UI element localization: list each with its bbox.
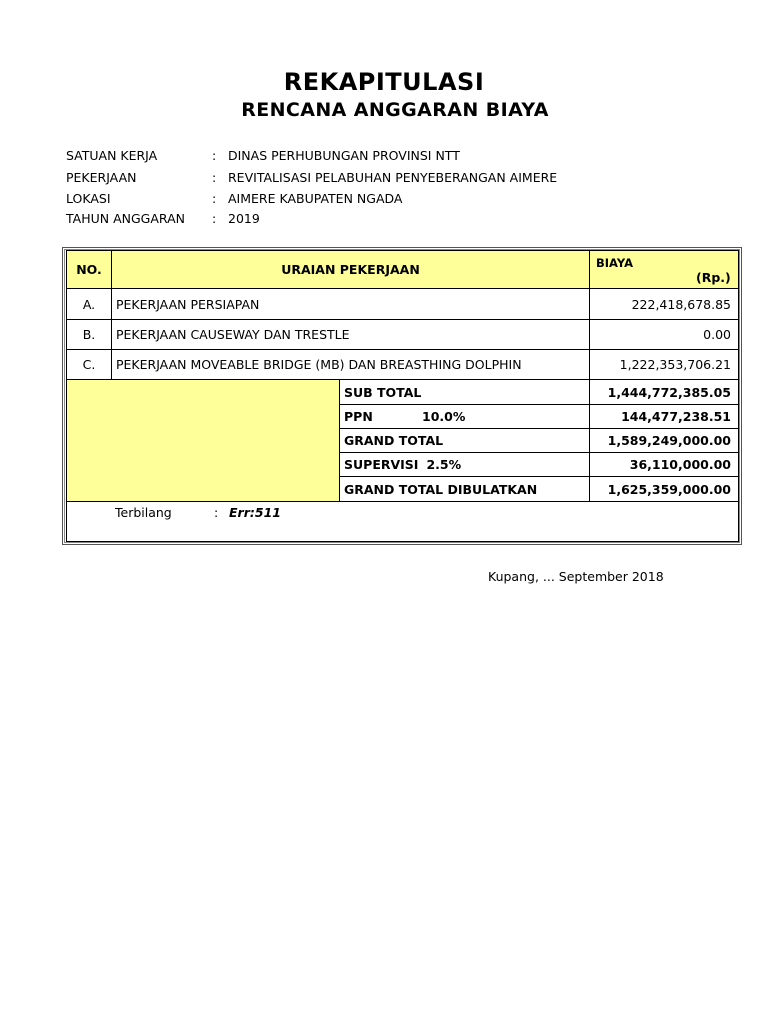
- info-colon: :: [212, 170, 217, 185]
- row-b-uraian: PEKERJAAN CAUSEWAY DAN TRESTLE: [111, 319, 590, 350]
- grand-total-label: GRAND TOTAL: [339, 428, 590, 453]
- grand-total-value: 1,589,249,000.00: [589, 428, 739, 453]
- page-title: REKAPITULASI: [283, 68, 485, 96]
- row-a-biaya: 222,418,678.85: [589, 288, 739, 320]
- supervisi-value: 36,110,000.00: [589, 452, 739, 477]
- info-value: DINAS PERHUBUNGAN PROVINSI NTT: [228, 148, 460, 163]
- header-biaya: [589, 250, 739, 289]
- row-c-uraian: PEKERJAAN MOVEABLE BRIDGE (MB) DAN BREASTHING DOLPHIN: [111, 349, 590, 380]
- info-label: SATUAN KERJA: [66, 148, 158, 163]
- supervisi-label-cell: [339, 452, 590, 477]
- place-date: Kupang, ... September 2018: [488, 569, 664, 584]
- ppn-rate: 10.0%: [422, 409, 466, 424]
- info-label: PEKERJAAN: [66, 170, 137, 185]
- terbilang-row: [66, 501, 739, 542]
- header-no: NO.: [66, 250, 112, 289]
- row-b-biaya: 0.00: [589, 319, 739, 350]
- ppn-label-cell: [339, 404, 590, 429]
- info-colon: :: [212, 148, 217, 163]
- info-label: TAHUN ANGGARAN: [66, 211, 185, 226]
- dibulatkan-label: GRAND TOTAL DIBULATKAN: [339, 476, 590, 502]
- terbilang-colon: :: [214, 505, 219, 520]
- terbilang-label: Terbilang: [115, 505, 172, 520]
- ppn-label: PPN: [344, 409, 373, 424]
- info-value: 2019: [228, 211, 260, 226]
- info-value: REVITALISASI PELABUHAN PENYEBERANGAN AIMERE: [228, 170, 558, 185]
- dibulatkan-value: 1,625,359,000.00: [589, 476, 739, 502]
- row-a-no: A.: [66, 288, 112, 320]
- page-subtitle: RENCANA ANGGARAN BIAYA: [241, 99, 549, 121]
- sub-total-value: 1,444,772,385.05: [589, 379, 739, 405]
- info-label: LOKASI: [66, 191, 111, 206]
- ppn-value: 144,477,238.51: [589, 404, 739, 429]
- row-b-no: B.: [66, 319, 112, 350]
- summary-blank-block: [66, 379, 340, 502]
- row-c-biaya: 1,222,353,706.21: [589, 349, 739, 380]
- info-colon: :: [212, 211, 217, 226]
- terbilang-value: Err:511: [229, 505, 281, 520]
- info-colon: :: [212, 191, 217, 206]
- row-c-no: C.: [66, 349, 112, 380]
- header-biaya-label: BIAYA: [596, 256, 633, 270]
- info-value: AIMERE KABUPATEN NGADA: [228, 191, 403, 206]
- header-biaya-unit: (Rp.): [696, 270, 731, 285]
- supervisi-rate: 2.5%: [426, 457, 462, 472]
- row-a-uraian: PEKERJAAN PERSIAPAN: [111, 288, 590, 320]
- header-uraian: URAIAN PEKERJAAN: [111, 250, 590, 289]
- supervisi-label: SUPERVISI: [344, 457, 419, 472]
- sub-total-label: SUB TOTAL: [339, 379, 590, 405]
